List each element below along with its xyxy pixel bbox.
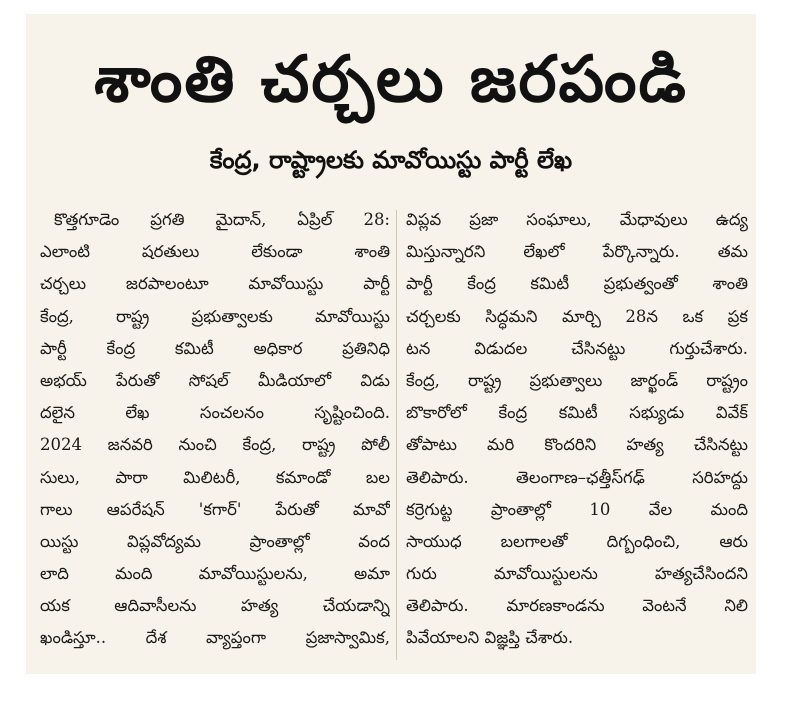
text-line: సులు, పారా మిలిటరీ, కమాండో బల [40,467,390,487]
text-line: కర్రెగుట్ట ప్రాంతాల్లో 10 వేల మంది [406,499,748,519]
subheadline: కేంద్ర, రాష్ట్రాలకు మావోయిస్టు పార్టీ లేఖ [209,146,573,174]
text-line: కొత్తగూడెం ప్రగతి మైదాన్, ఏప్రిల్ 28: [54,210,390,229]
right-column [406,204,748,655]
text-line: అభయ్ పేరుతో సోషల్ మీడియాలో విడు [40,370,390,390]
text-line: పివేయాలని విజ్ఞప్తి చేశారు. [406,628,574,648]
text-line: ఎలాంటి షరతులు లేకుండా శాంతి [40,242,390,262]
text-line: దలైన లేఖ సంచలనం సృష్టించింది. [40,403,390,423]
text-line: తెలిపారు. తెలంగాణ–ఛత్తీస్‌గఢ్ సరిహద్దు [406,467,748,487]
text-line: తెలిపారు. మారణకాండను వెంటనే నిలి [406,596,748,616]
text-line: విప్లవ ప్రజా సంఘాలు, మేధావులు ఉద్య [406,210,748,229]
text-line: పార్టీ కేంద్ర కమిటీ అధికార ప్రతినిధి [40,338,390,358]
text-line: మిస్తున్నారని లేఖలో పేర్కొన్నారు. తమ [406,242,748,262]
news-clipping [26,14,756,674]
text-line: యక ఆదివాసీలను హత్య చేయడాన్ని [40,596,390,616]
text-line: గాలు ఆపరేషన్ 'కగార్' పేరుతో మావో [40,499,390,519]
text-line: చర్చలు జరపాలంటూ మావోయిస్టు పార్టీ [40,274,390,294]
headline: శాంతి చర్చలు జరపండి [94,43,688,117]
text-line: తోపాటు మరి కొందరిని హత్య చేసినట్టు [406,435,748,455]
text-line: బొకారోలో కేంద్ర కమిటీ సభ్యుడు వివేక్ [406,403,748,423]
text-line: ఖండిస్తూ.. దేశ వ్యాప్తంగా ప్రజాస్వామిక, [40,628,390,648]
text-line: పార్టీ కేంద్ర కమిటీ ప్రభుత్వంతో శాంతి [406,274,748,294]
text-line: యిస్టు విప్లవోద్యమ ప్రాంతాల్లో వంద [40,531,390,551]
text-line: చర్చలకు సిద్ధమని మార్చి 28న ఒక ప్రక [406,306,748,326]
text-line: కేంద్ర, రాష్ట్ర ప్రభుత్వాలు జార్ఖండ్ రాష్ట్రం [406,370,748,390]
text-line: సాయుధ బలగాలతో దిగ్బంధించి, ఆరు [406,531,748,551]
text-line: టన విడుదల చేసినట్టు గుర్తుచేశారు. [406,338,748,358]
text-line: లాది మంది మావోయిస్టులను, అమా [40,564,390,584]
text-line: కేంద్ర, రాష్ట్ర ప్రభుత్వాలకు మావోయిస్టు [40,306,390,326]
text-line: 2024 జనవరి నుంచి కేంద్ర, రాష్ట్ర పోలీ [40,435,390,455]
column-divider [396,210,397,660]
left-column [40,204,390,655]
text-line: గురు మావోయిస్టులను హత్యచేసిందని [406,564,748,584]
